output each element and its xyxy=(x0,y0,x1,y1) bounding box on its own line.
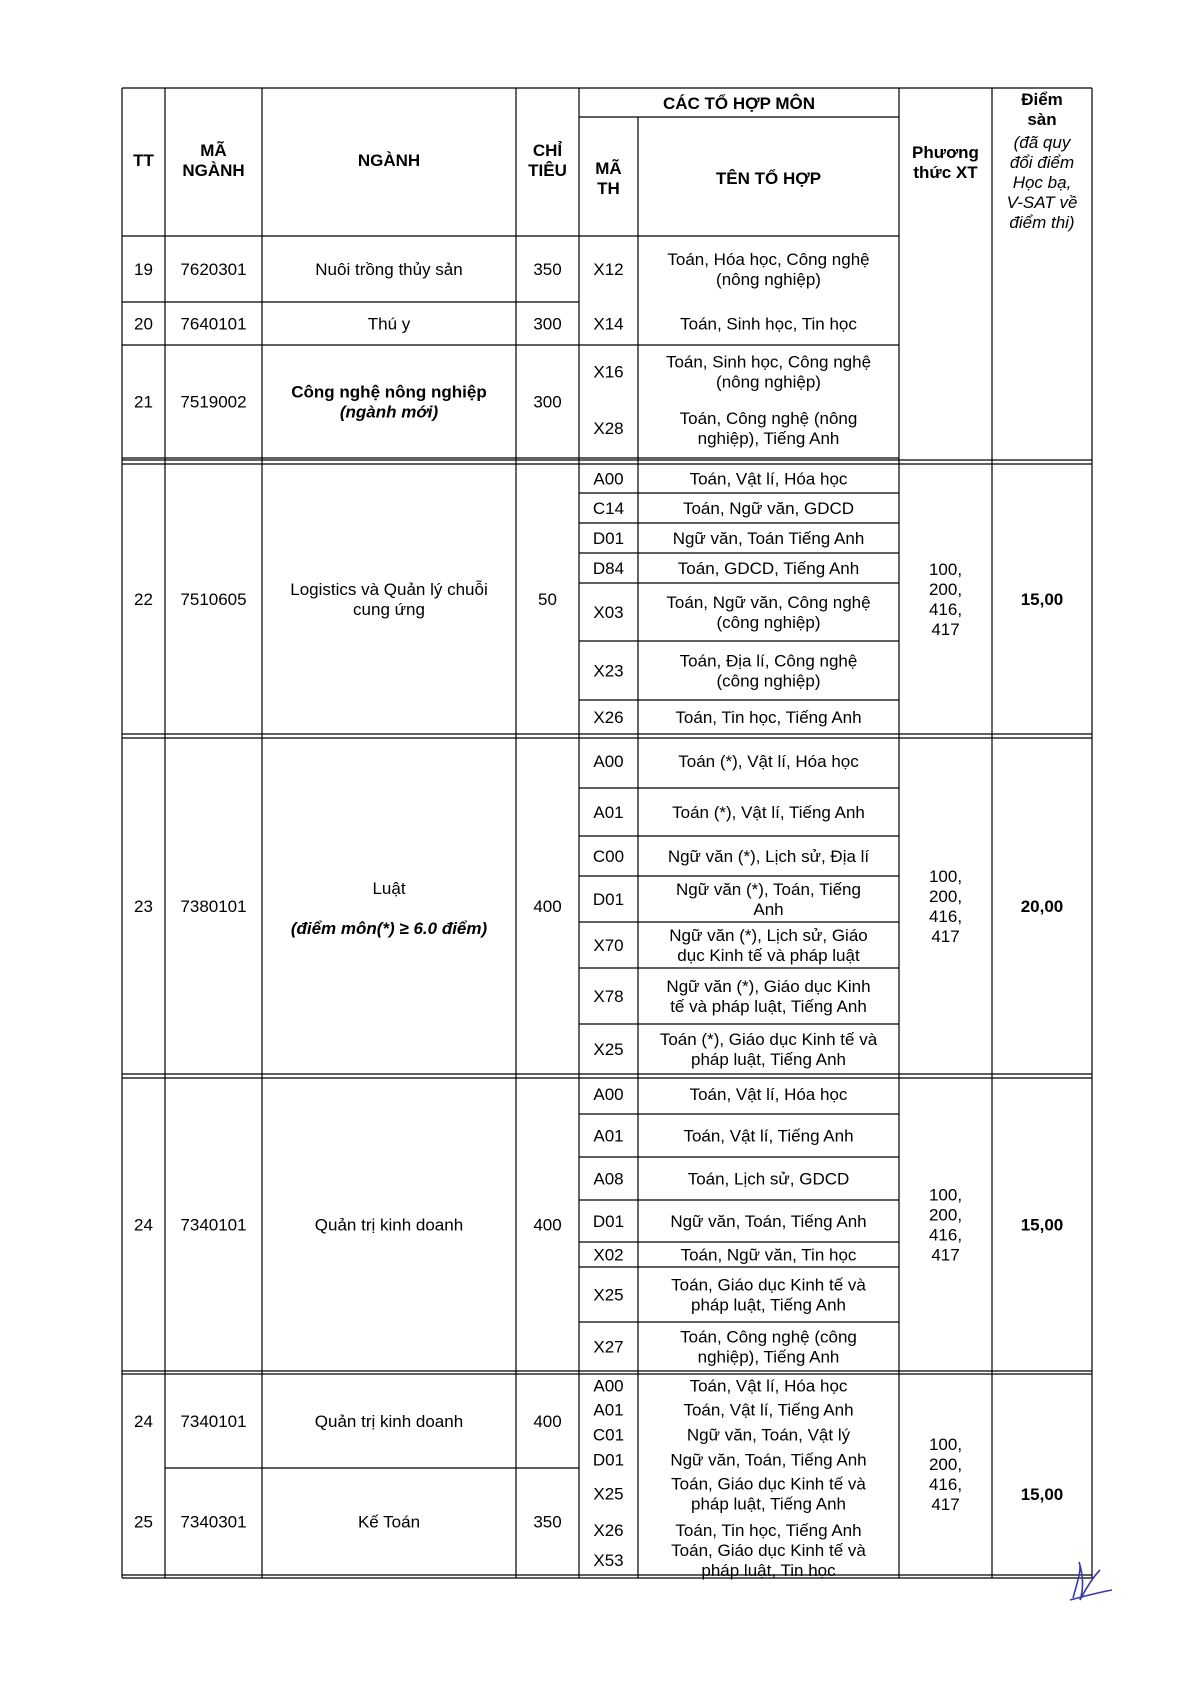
table-text xyxy=(133,90,1077,1580)
combo-name: Toán, Công nghệ (công xyxy=(680,1327,857,1347)
row-chi-tieu: 50 xyxy=(538,590,557,609)
combo-name: Anh xyxy=(753,900,784,919)
combo-name: Toán, Tin học, Tiếng Anh xyxy=(675,1521,862,1540)
row-chi-tieu: 350 xyxy=(533,260,562,279)
combo-name: Toán, Vật lí, Hóa học xyxy=(689,469,848,489)
combo-name: Toán, Sinh học, Tin học xyxy=(680,314,857,334)
row-phuong-thuc: 100, xyxy=(928,867,963,886)
combo-code: X78 xyxy=(593,987,624,1006)
combo-name: Toán, Ngữ văn, Tin học xyxy=(680,1245,857,1265)
row-nganh: Luật xyxy=(372,879,406,898)
row-chi-tieu: 400 xyxy=(533,1215,562,1235)
row-nganh: (ngành mới) xyxy=(339,402,439,422)
row-tt: 24 xyxy=(134,1215,153,1235)
combo-code: D01 xyxy=(592,529,625,548)
combo-name: Ngữ văn, Toán, Vật lý xyxy=(686,1425,851,1445)
combo-code: A01 xyxy=(593,1126,624,1146)
row-nganh: Quản trị kinh doanh xyxy=(314,1215,464,1235)
combo-name: Toán, Vật lí, Hóa học xyxy=(689,1376,848,1396)
header-diem-san: sàn xyxy=(1027,110,1057,129)
row-tt: 21 xyxy=(134,392,153,412)
row-phuong-thuc: 200, xyxy=(928,1455,963,1474)
combo-name: Ngữ văn (*), Giáo dục Kinh xyxy=(666,977,871,996)
row-diem-san: 15,00 xyxy=(1020,1485,1064,1504)
combo-name: Toán, Hóa học, Công nghệ xyxy=(667,250,870,269)
combo-code: X23 xyxy=(593,661,624,681)
combo-name: Toán, Vật lí, Hóa học xyxy=(689,1085,848,1104)
combo-name: pháp luật, Tin học xyxy=(701,1561,836,1580)
header-diem-san-note: điểm thi) xyxy=(1009,213,1075,232)
row-tt: 23 xyxy=(134,897,153,916)
row-chi-tieu: 300 xyxy=(533,314,562,334)
header-ma-th: TH xyxy=(597,179,620,198)
combo-code: A01 xyxy=(593,803,624,822)
header-ten-to-hop: TÊN TỔ HỢP xyxy=(715,169,822,188)
combo-name: Toán, Lịch sử, GDCD xyxy=(687,1169,850,1189)
combo-name: Toán, Giáo dục Kinh tế và xyxy=(671,1541,866,1560)
combo-name: nghiệp), Tiếng Anh xyxy=(697,429,840,448)
header-nganh: NGÀNH xyxy=(357,151,421,170)
row-tt: 19 xyxy=(134,260,153,279)
row-ma-nganh: 7519002 xyxy=(180,392,247,412)
row-tt: 25 xyxy=(134,1512,153,1532)
row-tt: 24 xyxy=(134,1412,153,1431)
row-ma-nganh: 7340101 xyxy=(180,1215,247,1235)
row-phuong-thuc: 416, xyxy=(928,1225,963,1245)
combo-name: dục Kinh tế và pháp luật xyxy=(677,946,860,965)
combo-code: X28 xyxy=(593,419,624,438)
header-diem-san-note: Học bạ, xyxy=(1012,173,1072,192)
header-ma-nganh: MÃ xyxy=(200,141,227,160)
row-phuong-thuc: 416, xyxy=(928,1475,963,1494)
combo-name: pháp luật, Tiếng Anh xyxy=(690,1494,847,1514)
combo-code: A00 xyxy=(593,752,624,771)
combo-name: (nông nghiệp) xyxy=(716,270,821,289)
row-phuong-thuc: 100, xyxy=(928,1185,963,1205)
row-nganh: Thú y xyxy=(367,314,411,334)
row-phuong-thuc: 416, xyxy=(928,907,963,926)
header-tt: TT xyxy=(133,151,154,170)
combo-name: pháp luật, Tiếng Anh xyxy=(690,1050,847,1069)
row-chi-tieu: 400 xyxy=(533,897,562,916)
combo-name: Ngữ văn, Toán, Tiếng Anh xyxy=(670,1212,867,1231)
combo-name: Toán, Giáo dục Kinh tế và xyxy=(671,1275,866,1295)
combo-name: (nông nghiệp) xyxy=(716,372,821,392)
row-diem-san: 20,00 xyxy=(1020,897,1064,916)
row-phuong-thuc: 417 xyxy=(931,927,960,946)
combo-code: D01 xyxy=(592,1212,625,1231)
row-ma-nganh: 7340301 xyxy=(180,1512,247,1532)
combo-name: Ngữ văn (*), Toán, Tiếng xyxy=(676,880,861,899)
combo-name: Toán, Vật lí, Tiếng Anh xyxy=(683,1126,854,1146)
combo-name: (công nghiệp) xyxy=(716,613,821,632)
combo-name: Toán, Địa lí, Công nghệ xyxy=(679,651,858,671)
combo-code: X16 xyxy=(593,362,624,382)
row-phuong-thuc: 200, xyxy=(928,887,963,906)
combo-code: X12 xyxy=(593,260,624,279)
row-phuong-thuc: 417 xyxy=(931,1495,960,1514)
combo-name: pháp luật, Tiếng Anh xyxy=(690,1295,847,1315)
combo-code: X25 xyxy=(593,1285,624,1305)
row-ma-nganh: 7340101 xyxy=(180,1412,247,1431)
combo-code: A01 xyxy=(593,1400,624,1420)
combo-name: Toán, Tin học, Tiếng Anh xyxy=(675,708,862,727)
combo-name: Toán, Giáo dục Kinh tế và xyxy=(671,1474,866,1494)
row-nganh: Nuôi trồng thủy sản xyxy=(315,260,463,279)
row-ma-nganh: 7380101 xyxy=(180,897,247,916)
row-phuong-thuc: 200, xyxy=(928,580,963,599)
combo-code: C01 xyxy=(592,1425,625,1445)
header-chi-tieu: CHỈ xyxy=(532,141,563,160)
header-diem-san-note: V-SAT về xyxy=(1006,193,1078,212)
combo-name: nghiệp), Tiếng Anh xyxy=(697,1347,840,1367)
combo-name: Toán (*), Vật lí, Hóa học xyxy=(678,752,859,771)
combo-code: X03 xyxy=(593,603,624,622)
row-phuong-thuc: 417 xyxy=(931,1245,960,1265)
combo-code: X26 xyxy=(593,708,624,727)
row-chi-tieu: 300 xyxy=(533,392,562,412)
row-phuong-thuc: 416, xyxy=(928,600,963,619)
combo-name: Toán, Ngữ văn, Công nghệ xyxy=(666,593,871,612)
row-nganh: Kế Toán xyxy=(357,1512,421,1532)
combo-code: X02 xyxy=(593,1245,624,1265)
combo-name: Ngữ văn, Toán, Tiếng Anh xyxy=(670,1450,867,1470)
row-chi-tieu: 400 xyxy=(533,1412,562,1431)
combo-code: X26 xyxy=(593,1521,624,1540)
header-diem-san-note: (đã quy xyxy=(1013,133,1071,152)
combo-name: Toán, GDCD, Tiếng Anh xyxy=(677,559,860,578)
combo-name: Toán (*), Vật lí, Tiếng Anh xyxy=(672,803,865,822)
row-phuong-thuc: 200, xyxy=(928,1205,963,1225)
header-phuong-thuc: Phương xyxy=(912,143,979,162)
combo-code: X25 xyxy=(593,1484,624,1504)
combo-code: X70 xyxy=(593,936,624,955)
header-phuong-thuc: thức XT xyxy=(913,163,978,182)
row-nganh: cung ứng xyxy=(353,600,425,619)
header-ma-th: MÃ xyxy=(595,159,622,178)
combo-name: Ngữ văn, Toán Tiếng Anh xyxy=(672,529,865,548)
row-diem-san: 15,00 xyxy=(1020,1215,1064,1235)
row-ma-nganh: 7620301 xyxy=(180,260,247,279)
combo-code: C14 xyxy=(592,499,625,518)
combo-code: D01 xyxy=(592,890,625,909)
header-diem-san: Điểm xyxy=(1021,90,1063,109)
signature-mark xyxy=(1070,1562,1112,1600)
combo-code: D84 xyxy=(592,559,625,578)
combo-code: X27 xyxy=(593,1337,624,1357)
header-diem-san-note: đổi điểm xyxy=(1009,153,1075,172)
row-ma-nganh: 7510605 xyxy=(180,590,247,609)
row-chi-tieu: 350 xyxy=(533,1512,562,1532)
combo-name: Ngữ văn (*), Lịch sử, Địa lí xyxy=(667,847,870,866)
header-cac-to-hop-mon: CÁC TỔ HỢP MÔN xyxy=(662,94,816,113)
combo-code: D01 xyxy=(592,1450,625,1470)
row-phuong-thuc: 417 xyxy=(931,620,960,639)
combo-name: Toán, Sinh học, Công nghệ xyxy=(665,352,872,372)
combo-code: C00 xyxy=(592,847,625,866)
row-diem-san: 15,00 xyxy=(1020,590,1064,609)
row-nganh: (điểm môn(*) ≥ 6.0 điểm) xyxy=(290,919,488,938)
combo-name: Toán, Vật lí, Tiếng Anh xyxy=(683,1400,854,1420)
combo-code: X14 xyxy=(593,314,624,334)
combo-name: Ngữ văn (*), Lịch sử, Giáo xyxy=(669,926,868,945)
combo-name: Toán, Ngữ văn, GDCD xyxy=(682,499,855,518)
row-nganh: Công nghệ nông nghiệp xyxy=(291,382,487,402)
combo-code: A00 xyxy=(593,469,624,489)
row-nganh: Quản trị kinh doanh xyxy=(314,1412,464,1431)
row-phuong-thuc: 100, xyxy=(928,560,963,579)
row-ma-nganh: 7640101 xyxy=(180,314,247,334)
combo-code: A00 xyxy=(593,1376,624,1396)
row-phuong-thuc: 100, xyxy=(928,1435,963,1454)
row-tt: 20 xyxy=(134,314,153,334)
header-chi-tieu: TIÊU xyxy=(528,161,567,180)
header-ma-nganh: NGÀNH xyxy=(182,161,245,180)
combo-code: X25 xyxy=(593,1040,624,1059)
combo-name: tế và pháp luật, Tiếng Anh xyxy=(670,997,867,1016)
combo-code: A00 xyxy=(593,1085,624,1104)
combo-code: X53 xyxy=(593,1551,624,1570)
combo-name: (công nghiệp) xyxy=(716,671,821,691)
combo-name: Toán (*), Giáo dục Kinh tế và xyxy=(659,1030,878,1049)
row-nganh: Logistics và Quản lý chuỗi xyxy=(290,580,488,599)
combo-name: Toán, Công nghệ (nông xyxy=(679,409,858,428)
combo-code: A08 xyxy=(593,1169,624,1189)
row-tt: 22 xyxy=(134,590,153,609)
